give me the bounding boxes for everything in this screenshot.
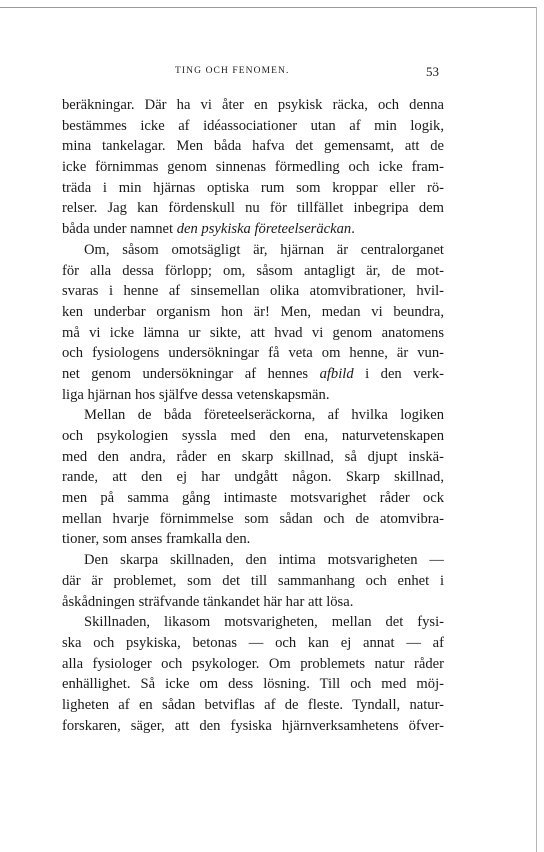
text-line: ska och psykiska, betonas — och kan ej annat — af — [62, 634, 444, 651]
italic-phrase: afbild — [319, 365, 354, 382]
text-line: enhällighet. Så icke om dess lösning. Till och med möj- — [62, 676, 444, 693]
text-line: mina tankelagar. Men båda hafva det gemensamt, att de — [62, 138, 444, 155]
text-line — [62, 364, 444, 385]
text-line: svaras i henne af sinsemellan olika atomvibrationer, hvil- — [62, 283, 444, 300]
text-line: Den skarpa skillnaden, den intima motsvarigheten — — [84, 552, 444, 569]
text-line: och fysiologens undersökningar få veta om henne, är vun- — [62, 345, 444, 362]
text-line: där är problemet, som det till sammanhang och enhet i — [62, 572, 444, 589]
page-number: 53 — [426, 64, 439, 79]
text-line: Mellan de båda företeelseräckorna, af hvilka logiken — [84, 407, 444, 424]
text-line-before: båda under namnet — [62, 221, 177, 238]
body-text — [62, 95, 444, 736]
text-line: men på samma gång intimaste motsvarighet råder ock — [62, 490, 444, 507]
right-page-edge — [536, 7, 537, 852]
italic-phrase: den psykiska företeelseräckan — [176, 221, 352, 238]
text-line: bestämmes icke af idéassociationer utan af min logik, — [62, 117, 444, 134]
text-line: för alla dessa förlopp; om, såsom antagligt är, de mot- — [62, 262, 444, 279]
text-line: beräkningar. Där ha vi åter en psykisk räcka, och denna — [62, 97, 444, 113]
text-line: rande, att den ej har undgått någon. Skarp skillnad, — [62, 469, 444, 486]
text-line — [62, 219, 444, 240]
text-line: relser. Jag kan fördenskull nu för tillfället inbegripa dem — [62, 200, 444, 217]
running-head — [0, 64, 544, 80]
text-line: Skillnaden, likasom motsvarigheten, mellan det fysi- — [84, 614, 444, 631]
text-line: liga hjärnan hos själfve dessa vetenskapsmän. — [62, 386, 330, 403]
text-line: åskådningen sträfvande tänkandet här har att lösa. — [62, 593, 354, 610]
top-border-line — [0, 7, 536, 8]
text-line: må vi icke lämna ur sikte, att hvad vi genom anatomens — [62, 324, 444, 341]
text-line-after: . — [351, 221, 355, 238]
text-line-after: i den verk- — [353, 365, 444, 382]
text-line: mellan hvarje förnimmelse som sådan och de atomvibra- — [62, 510, 444, 527]
text-line: med den andra, råder en skarp skillnad, så djupt inskä- — [62, 448, 444, 465]
text-line: Om, såsom omotsägligt är, hjärnan är centralorganet — [84, 241, 444, 258]
text-line: tioner, som anses framkalla den. — [62, 531, 251, 548]
text-line: och psykologien syssla med den ena, naturvetenskapen — [62, 428, 444, 444]
text-line: forskaren, säger, att den fysiska hjärnverksamhetens öfver- — [62, 717, 444, 734]
text-line: ligheten af en sådan betviflas af de fleste. Tyndall, natur- — [62, 696, 444, 713]
text-line: icke förnimmas genom sinnenas förmedling och icke fram- — [62, 159, 444, 176]
text-line: ken underbar organism hon är! Men, medan vi beundra, — [62, 303, 444, 320]
text-line-before: net genom undersökningar af hennes — [62, 365, 320, 382]
text-line: alla fysiologer och psykologer. Om problemets natur råder — [62, 655, 444, 672]
text-line: träda i min hjärnas optiska rum som kroppar eller rö- — [62, 179, 444, 196]
running-title: TING OCH FENOMEN. — [175, 66, 290, 76]
